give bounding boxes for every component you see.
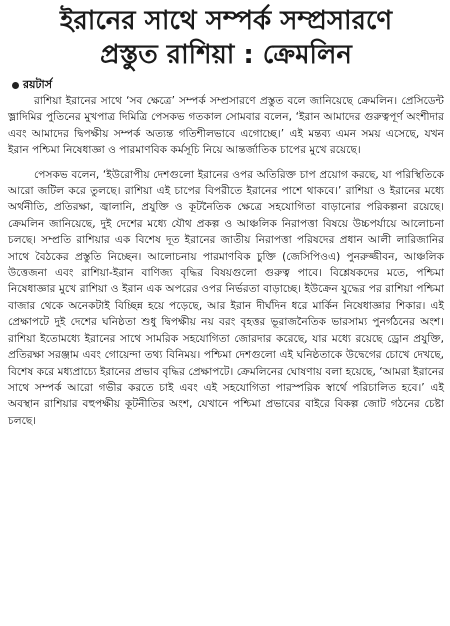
- headline-line-1: ইরানের সাথে সম্পর্ক সম্প্রসারণে: [59, 6, 393, 36]
- paragraph-2: পেসকভ বলেন, ‘ইউরোপীয় দেশগুলো ইরানের ওপর অতিরিক্ত চাপ প্রয়োগ করছে, যা পরিস্থিতিকে আরো জটিল করে তুলছে। রাশিয়া এই চাপের বিপরীতে ইরানের পাশে থাকবে।’ রাশিয়া ও ইরানের মধ্যে অর্থনীতি, প্রতিরক্ষা, জ্বালানি, প্রযুক্তি ও কূটনৈতিক ক্ষেত্রে সহযোগিতা বাড়ানোর পরিকল্পনা রয়েছে। ক্রেমলিন জানিয়েছে, দুই দেশের মধ্যে যৌথ প্রকল্প ও আঞ্চলিক নিরাপত্তা বিষয়ে উচ্চপর্যায়ে আলোচনা চলছে। সম্প্রতি রাশিয়ার এক বিশেষ দূত ইরানের জাতীয় নিরাপত্তা পরিষদের প্রধান আলী লারিজানির সাথে বৈঠকের প্রস্তুতি নিচ্ছেন। আলোচনায় পারমাণবিক চুক্তি (জেসিপিওএ) পুনরুজ্জীবন, আঞ্চলিক উত্তেজনা এবং রাশিয়া-ইরান বাণিজ্য বৃদ্ধির বিষয়গুলো গুরুত্ব পাবে। বিশ্লেষকদের মতে, পশ্চিমা নিষেধাজ্ঞার মুখে রাশিয়া ও ইরান এক অপরের ওপর নির্ভরতা বাড়াচ্ছে। ইউক্রেন যুদ্ধের পর রাশিয়া পশ্চিমা বাজার থেকে অনেকটাই বিচ্ছিন্ন হয়ে পড়েছে, আর ইরান দীর্ঘদিন ধরে মার্কিন নিষেধাজ্ঞার শিকার। এই প্রেক্ষাপটে দুই দেশের ঘনিষ্ঠতা শুধু দ্বিপক্ষীয় নয় বরং বৃহত্তর ভূরাজনৈতিক ভারসাম্য পুনর্গঠনের অংশ। রাশিয়া ইতোমধ্যে ইরানের সাথে সামরিক সহযোগিতা জোরদার করেছে, যার মধ্যে রয়েছে ড্রোন প্রযুক্তি, প্রতিরক্ষা সরঞ্জাম এবং গোয়েন্দা তথ্য বিনিময়। পশ্চিমা দেশগুলো এই ঘনিষ্ঠতাকে উদ্বেগের চোখে দেখছে, বিশেষ করে মধ্যপ্রাচ্যে ইরানের প্রভাব বৃদ্ধির প্রেক্ষাপটে। ক্রেমলিনের ঘোষণায় বলা হয়েছে, ‘আমরা ইরানের সাথে সম্পর্ক আরো গভীর করতে চাই এবং এই সহযোগিতা পারস্পরিক স্বার্থে পরিচালিত হবে।’ এই অবস্থান রাশিয়ার বহুপক্ষীয় কূটনীতির অংশ, যেখানে পশ্চিমা প্রভাবের বাইরে বিকল্প জোট গঠনের চেষ্টা চলছে।: [8, 168, 444, 427]
- source-name: রয়টার্স: [23, 78, 52, 91]
- headline: [8, 4, 444, 72]
- source-byline: [8, 78, 444, 92]
- headline-line-2: প্রস্তুত রাশিয়া : ক্রেমলিন: [100, 40, 352, 70]
- paragraph-1: রাশিয়া ইরানের সাথে ‘সব ক্ষেত্রে’ সম্পর্ক সম্প্রসারণে প্রস্তুত বলে জানিয়েছে ক্রেমলিন। প্রেসিডেন্ট ভ্লাদিমির পুতিনের মুখপাত্র দিমিত্রি পেসকভ গতকাল সোমবার বলেন, ‘ইরান আমাদের গুরুত্বপূর্ণ অংশীদার এবং আমাদের দ্বিপক্ষীয় সম্পর্ক অত্যন্ত গতিশীলভাবে এগোচ্ছে।’ এই মন্তব্য এমন সময় এসেছে, যখন ইরান পশ্চিমা নিষেধাজ্ঞা ও পারমাণবিক কর্মসূচি নিয়ে আন্তর্জাতিক চাপের মুখে রয়েছে।: [8, 95, 444, 157]
- article-body: [8, 93, 444, 429]
- bullet-icon: [12, 82, 19, 89]
